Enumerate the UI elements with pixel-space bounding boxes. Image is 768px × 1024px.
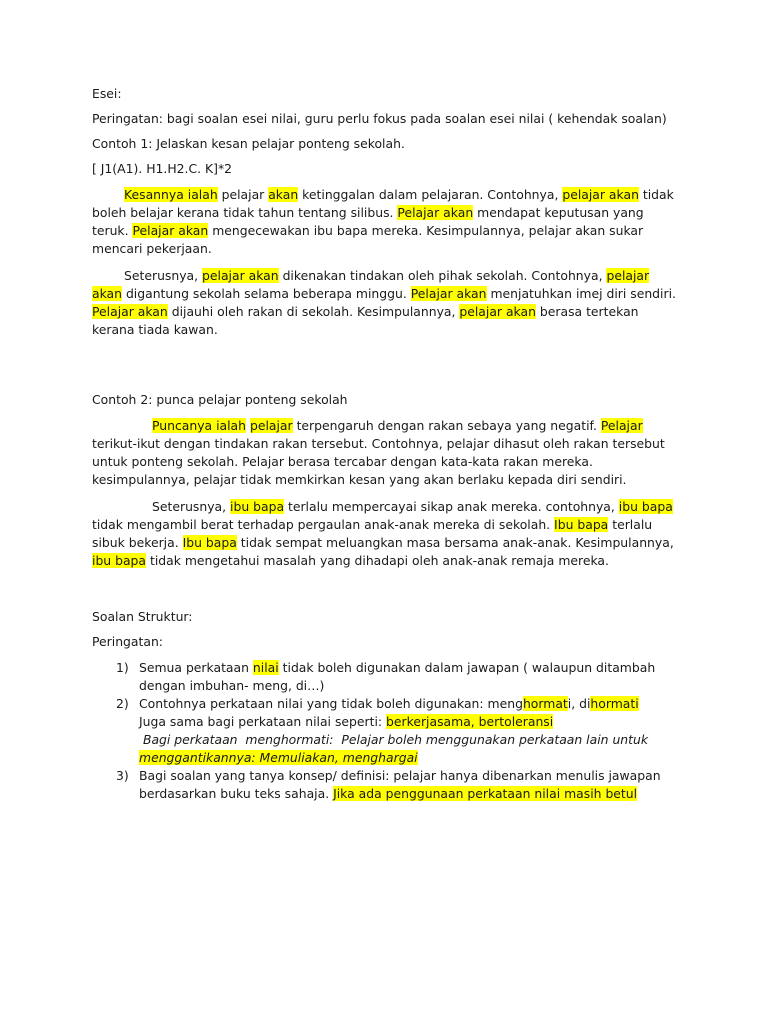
text: tidak boleh digunakan dalam jawapan ( walaupun ditambah dengan imbuhan- meng, di…) <box>139 660 656 693</box>
text: Seterusnya, <box>124 268 203 283</box>
spacer <box>92 348 682 392</box>
text: pelajar <box>217 187 269 202</box>
highlight: Pelajar <box>600 418 643 433</box>
list-line <box>139 749 682 767</box>
list-item <box>92 659 682 695</box>
highlight: Pelajar akan <box>410 286 487 301</box>
highlight: Puncanya ialah <box>152 418 247 433</box>
text: Semua perkataan <box>139 660 253 675</box>
text: tidak sempat meluangkan masa bersama anak-anak. Kesimpulannya, <box>236 535 674 550</box>
highlight: Jika ada penggunaan perkataan nilai masih betul <box>333 786 638 801</box>
highlight: pelajar akan <box>562 187 639 202</box>
text: Bagi soalan yang tanya konsep/ definisi: pelajar hanya dibenarkan menulis jawapan berdasarkan buku teks sahaja. <box>139 768 661 801</box>
text: digantung sekolah selama beberapa minggu. <box>122 286 411 301</box>
text: mengecewakan ibu bapa mereka. Kesimpulannya, pelajar akan sukar mencari pekerjaan. <box>92 223 644 256</box>
highlight: pelajar akan <box>92 268 650 301</box>
warning-esei: Peringatan: bagi soalan esei nilai, guru perlu fokus pada soalan esei nilai ( kehendak soalan) <box>92 111 667 126</box>
text: terlalu mempercayai sikap anak mereka. contohnya, <box>284 499 619 514</box>
text: tidak mengambil berat terhadap pergaulan anak-anak mereka di sekolah. <box>92 517 555 532</box>
essay-paragraph-1 <box>92 186 682 258</box>
highlight: Pelajar akan <box>397 205 474 220</box>
highlight: pelajar <box>249 418 293 433</box>
text: i, di <box>567 696 591 711</box>
highlight: menggantikannya: Memuliakan, menghargai <box>139 750 418 765</box>
essay-paragraph-4 <box>92 498 682 570</box>
highlight: nilai <box>252 660 279 675</box>
warning-struktur: Peringatan: <box>92 634 163 649</box>
highlight: berkerjasama, bertoleransi <box>386 714 554 729</box>
highlight: hormati <box>590 696 639 711</box>
document-body <box>92 86 682 803</box>
text: Seterusnya, <box>152 499 231 514</box>
highlight: Pelajar akan <box>132 223 209 238</box>
highlight: pelajar akan <box>202 268 279 283</box>
text: Juga sama bagi perkataan nilai seperti: <box>139 714 387 729</box>
text: tidak mengetahui masalah yang dihadapi oleh anak-anak remaja mereka. <box>146 553 609 568</box>
text: ketinggalan dalam pelajaran. Contohnya, <box>298 187 563 202</box>
example1-title: Contoh 1: Jelaskan kesan pelajar ponteng sekolah. <box>92 136 405 151</box>
text: Contohnya perkataan nilai yang tidak boleh digunakan: meng <box>139 696 523 711</box>
text: terikut-ikut dengan tindakan rakan tersebut. Contohnya, pelajar dihasut oleh rakan tersebut untuk ponteng sekolah. Pelajar berasa tercabar dengan kata-kata rakan mereka. kesimpulannya, pelajar tidak memkirkan kesan yang akan berlaku kepada diri sendiri. <box>92 436 665 487</box>
example2-title: Contoh 2: punca pelajar ponteng sekolah <box>92 392 348 407</box>
list-number: 2) <box>116 696 129 711</box>
text: terpengaruh dengan rakan sebaya yang negatif. <box>292 418 601 433</box>
essay-paragraph-3 <box>92 417 682 489</box>
list-number: 3) <box>116 768 129 783</box>
text: berasa tertekan kerana tiada kawan. <box>92 304 639 337</box>
list-line <box>139 695 682 713</box>
list-item <box>92 767 682 803</box>
section-heading-esei: Esei: <box>92 86 122 101</box>
list-line: Bagi perkataan menghormati: Pelajar boleh menggunakan perkataan lain untuk <box>139 732 649 747</box>
list-number: 1) <box>116 660 129 675</box>
highlight: ibu bapa <box>92 553 147 568</box>
text: menjatuhkan imej diri sendiri. <box>486 286 676 301</box>
spacer <box>92 579 682 609</box>
highlight: ibu bapa <box>230 499 285 514</box>
text: tidak boleh belajar kerana tidak tahun tentang silibus. <box>92 187 674 220</box>
text: terlalu sibuk bekerja. <box>92 517 653 550</box>
section-heading-struktur: Soalan Struktur: <box>92 609 193 624</box>
text: dikenakan tindakan oleh pihak sekolah. Contohnya, <box>278 268 607 283</box>
marking-scheme: [ J1(A1). H1.H2.C. K]*2 <box>92 161 233 176</box>
list-item <box>92 695 682 767</box>
essay-paragraph-2 <box>92 267 682 339</box>
rules-list <box>92 659 682 803</box>
list-line <box>139 713 682 731</box>
text: mendapat keputusan yang teruk. <box>92 205 644 238</box>
text: dijauhi oleh rakan di sekolah. Kesimpulannya, <box>167 304 460 319</box>
highlight: hormat <box>522 696 568 711</box>
highlight: akan <box>268 187 299 202</box>
highlight: pelajar akan <box>459 304 536 319</box>
highlight: Ibu bapa <box>182 535 237 550</box>
highlight: ibu bapa <box>618 499 673 514</box>
highlight: Kesannya ialah <box>124 187 218 202</box>
highlight: Ibu bapa <box>554 517 609 532</box>
highlight: Pelajar akan <box>92 304 168 319</box>
